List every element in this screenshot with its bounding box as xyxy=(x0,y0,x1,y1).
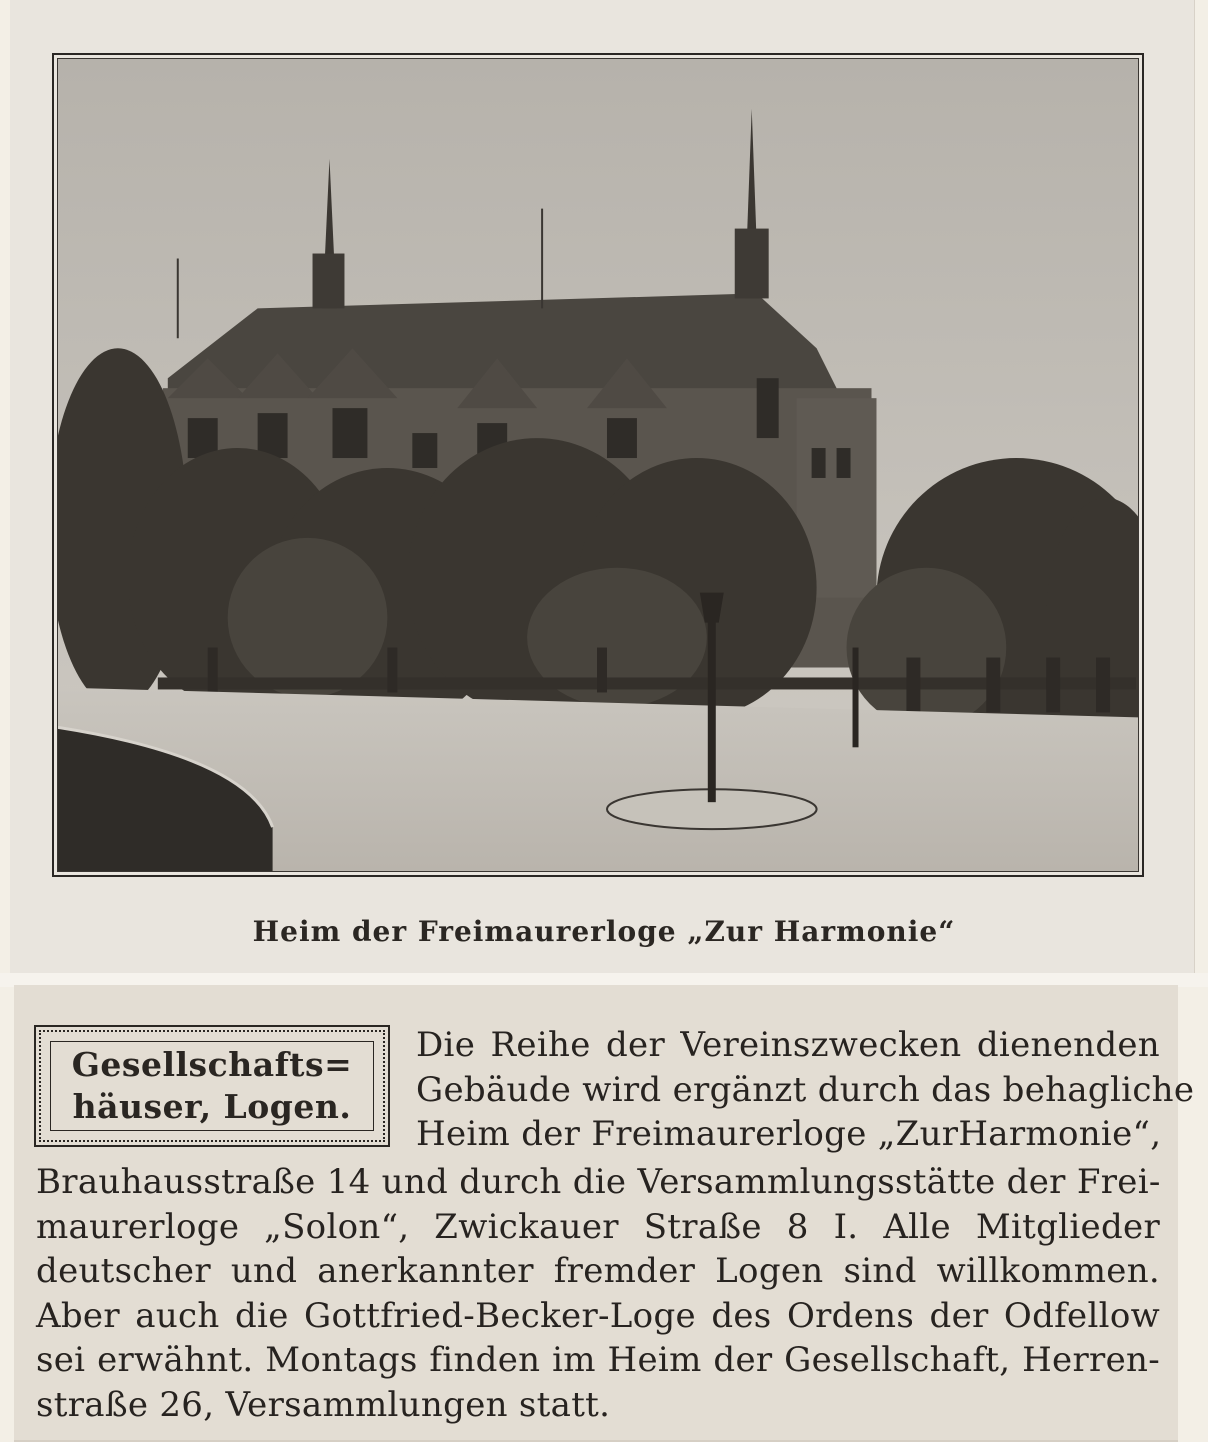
paragraph-wrap-block xyxy=(416,1023,1195,1157)
paragraph-line: Brauhausstraße 14 und durch die Versammlungsstätte der Frei- xyxy=(36,1162,1161,1202)
photo-caption: Heim der Freimaurerloge „Zur Harmonie“ xyxy=(252,915,956,948)
paragraph-line: Aber auch die Gottfried-Becker-Loge des Ordens der Odfellow xyxy=(36,1295,1160,1336)
paragraph-line: straße 26, Versammlungen statt. xyxy=(36,1384,611,1425)
section-heading-box xyxy=(34,1025,390,1147)
photograph-frame xyxy=(52,53,1144,877)
heading-line-2: häuser, Logen. xyxy=(72,1087,352,1126)
paragraph-line: maurerloge „Solon“, Zwickauer Straße 8 I. Alle Mitglieder xyxy=(36,1206,1160,1247)
paragraph-line: deutscher und anerkannter fremder Logen sind willkommen. xyxy=(36,1251,1160,1291)
section-heading xyxy=(50,1041,374,1131)
paragraph-line: Gebäude wird ergänzt durch das behagliche xyxy=(416,1069,1195,1110)
photograph-lodge-building xyxy=(57,58,1139,872)
paragraph-full-block xyxy=(36,1160,1160,1427)
paragraph-line: Heim der Freimaurerloge „ZurHarmonie“, xyxy=(416,1114,1162,1154)
heading-line-1: Gesellschafts= xyxy=(71,1045,353,1084)
paragraph-line: Die Reihe der Vereinszwecken dienenden xyxy=(416,1025,1160,1065)
lodge-building-illustration xyxy=(58,59,1138,871)
paragraph-line: sei erwähnt. Montags finden im Heim der Gesellschaft, Herren- xyxy=(36,1340,1160,1380)
